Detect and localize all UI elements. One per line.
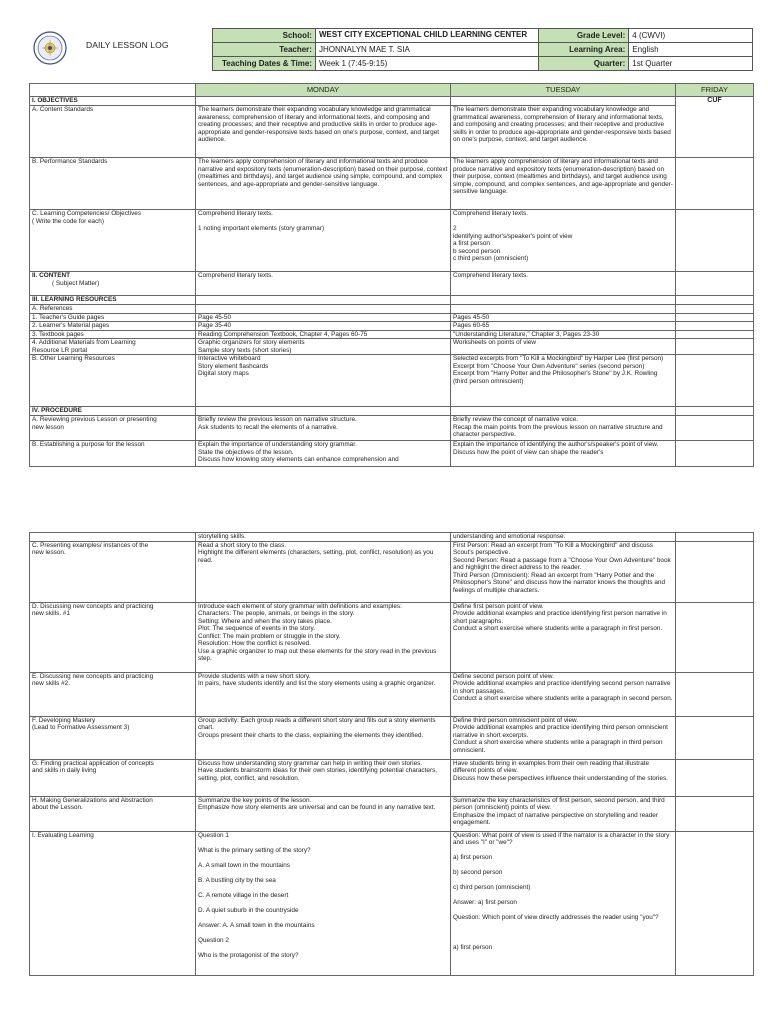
tue-content: Comprehend literary texts. — [451, 272, 676, 296]
empty-cell — [196, 97, 451, 106]
friday-header: FRIDAY — [676, 84, 754, 97]
empty-cell — [451, 97, 676, 106]
proc-e-label: E. Discussing new concepts and practicing new skills #2. — [30, 672, 196, 716]
deped-seal-icon — [33, 31, 67, 65]
tue-proc-i: Question: What point of view is used if the narrator is a character in the story and uses "I" or "we"? a) first person b) second person c) third person (omniscient) Answer: a) first person Question: Which point of view directly addresses the reader using "you"? a) first person — [451, 831, 676, 975]
tg-label: 1. Teacher's Guide pages — [30, 313, 196, 322]
tue-proc-a: Briefly review the concept of narrative voice. Recap the main points from the previous lesson on narrative structure and character perspective. — [451, 416, 676, 441]
tue-tg: Pages 45-50 — [451, 313, 676, 322]
area-value: English — [629, 43, 753, 57]
tue-proc-g: Have students bring in examples from their own reading that illustrate different points of view. Discuss how these perspectives influence their understanding of the stories. — [451, 759, 676, 796]
references-label: A. References — [30, 305, 196, 314]
mon-content: Comprehend literary texts. — [196, 272, 451, 296]
textbook-label: 3. Textbook pages — [30, 330, 196, 339]
header-info-table — [212, 28, 753, 71]
content-label: II. CONTENT — [32, 272, 70, 279]
empty-cell — [676, 296, 754, 305]
dates-label: Teaching Dates & Time: — [213, 57, 316, 71]
additional-label: 4. Additional Materials from Learning Resource LR portal — [30, 339, 196, 355]
performance-standards-label: B. Performance Standards — [30, 158, 196, 210]
empty-cell — [196, 305, 451, 314]
document-title: DAILY LESSON LOG — [86, 40, 169, 50]
tue-textbook: "Understanding Literature," Chapter 3, Pages 23-30 — [451, 330, 676, 339]
lesson-table-page2 — [29, 532, 754, 976]
content-standards-label: A. Content Standards — [30, 106, 196, 158]
empty-cell — [676, 355, 754, 407]
empty-cell — [451, 407, 676, 416]
mon-proc-h: Summarize the key points of the lesson. Emphasize how story elements are universal and can be found in any narrative text. — [196, 796, 451, 831]
mon-lm: Page 35-40 — [196, 322, 451, 331]
proc-b-label: B. Establishing a purpose for the lesson — [30, 441, 196, 467]
empty-cell — [676, 716, 754, 759]
empty-cell — [676, 210, 754, 272]
empty-cell — [676, 759, 754, 796]
proc-h-label: H. Making Generalizations and Abstraction about the Lesson. — [30, 796, 196, 831]
empty-cell — [676, 158, 754, 210]
empty-cell — [676, 313, 754, 322]
resources-label: III. LEARNING RESOURCES — [30, 296, 196, 305]
mon-proc-d: Introduce each element of story grammar with definitions and examples: Characters: The people, animals, or beings in the story. Setting: Where and when the story takes place. Plot: The sequence of events in the story. Conflict: The main problem or struggle in the story. Resolution: How the conflict is resolved. Use a graphic organizer to map out these elements for the story read in the previous step. — [196, 602, 451, 672]
mon-proc-b-cont: storytelling skills. — [196, 533, 451, 542]
tue-additional: Worksheets on points of view — [451, 339, 676, 355]
empty-cell — [676, 602, 754, 672]
mon-competencies: Comprehend literary texts. 1 noting important elements (story grammar) — [196, 210, 451, 272]
procedure-label: IV. PROCEDURE — [30, 407, 196, 416]
lm-label: 2. Learner's Material pages — [30, 322, 196, 331]
empty-cell — [676, 831, 754, 975]
empty-cell — [676, 272, 754, 296]
tue-proc-e: Define second person point of view. Provide additional examples and practice identifying second person narrative in short passages. Conduct a short exercise where students write a paragraph in second person. — [451, 672, 676, 716]
content-label-cell — [30, 272, 196, 296]
subject-matter-label: ( Subject Matter) — [52, 279, 100, 287]
tuesday-header: TUESDAY — [451, 84, 676, 97]
empty-cell — [676, 305, 754, 314]
proc-i-label: I. Evaluating Learning — [30, 831, 196, 975]
mon-proc-a: Briefly review the previous lesson on narrative structure. Ask students to recall the elements of a narrative. — [196, 416, 451, 441]
friday-note: CUF — [676, 97, 754, 158]
tue-performance-standards: The learners apply comprehension of literary and informational texts and produce narrative and expository texts (enumeration-description) based on their purpose, context (mealtimes and birthdays), and target audience using simple, compound, and complex sentences, and age-appropriate and gender-sensitive language. — [451, 158, 676, 210]
quarter-label: Quarter: — [539, 57, 629, 71]
quarter-value: 1st Quarter — [629, 57, 753, 71]
empty-cell — [451, 296, 676, 305]
mon-proc-e: Provide students with a new short story. In pairs, have students identify and list the story elements using a graphic organizer. — [196, 672, 451, 716]
area-label: Learning Area: — [539, 43, 629, 57]
proc-a-label: A. Reviewing previous Lesson or presenting new lesson — [30, 416, 196, 441]
continued-label-cell — [30, 533, 196, 542]
proc-g-label: G. Finding practical application of concepts and skills in daily living — [30, 759, 196, 796]
empty-cell — [676, 441, 754, 467]
empty-cell — [676, 407, 754, 416]
mon-proc-f: Group activity: Each group reads a different short story and fills out a story elements chart. Groups present their charts to the class, explaining the elements they identified. — [196, 716, 451, 759]
empty-cell — [676, 416, 754, 441]
corner-cell — [30, 84, 196, 97]
tue-competencies: Comprehend literary texts. 2 identifying author's/speaker's point of view a first person b second person c third person (omniscient) — [451, 210, 676, 272]
mon-proc-g: Discuss how understanding story grammar can help in writing their own stories. Have students brainstorm ideas for their own stories, identifying potential characters, setting, plot, conflict, and resolution. — [196, 759, 451, 796]
empty-cell — [196, 407, 451, 416]
teacher-label: Teacher: — [213, 43, 316, 57]
mon-tg: Page 45-50 — [196, 313, 451, 322]
mon-additional: Graphic organizers for story elements Sample story texts (short stories) — [196, 339, 451, 355]
empty-cell — [676, 672, 754, 716]
page-1 — [0, 0, 768, 500]
tue-proc-b-cont: understanding and emotional response. — [451, 533, 676, 542]
mon-proc-c: Read a short story to the class. Highlight the different elements (characters, setting, plot, conflict, resolution) as you read. — [196, 541, 451, 602]
dates-value: Week 1 (7:45-9:15) — [315, 57, 538, 71]
mon-other-resources: Interactive whiteboard Story element flashcards Digital story maps — [196, 355, 451, 407]
tue-proc-c: First Person: Read an excerpt from "To Kill a Mockingbird" and discuss Scout's perspective. Second Person: Read a passage from a "Choose Your Own Adventure" book and highlight the direct address to the reader. Third Person (Omniscient): Read an excerpt from "Harry Potter and the Philosopher's Stone" and discuss how the narrator knows the thoughts and feelings of multiple characters. — [451, 541, 676, 602]
empty-cell — [676, 322, 754, 331]
other-resources-label: B. Other Learning Resources — [30, 355, 196, 407]
tue-proc-h: Summarize the key characteristics of first person, second person, and third person (omniscient) points of view. Emphasize the impact of narrative perspective on storytelling and reader engagement. — [451, 796, 676, 831]
mon-proc-b: Explain the importance of understanding story grammar. State the objectives of the lesson. Discuss how knowing story elements can enhance comprehension and — [196, 441, 451, 467]
empty-cell — [676, 541, 754, 602]
empty-cell — [196, 296, 451, 305]
empty-cell — [451, 305, 676, 314]
tue-proc-b: Explain the importance of identifying the author's/speaker's point of view. Discuss how the point of view can shape the reader's — [451, 441, 676, 467]
proc-f-label: F. Developing Mastery (Lead to Formative Assessment 3) — [30, 716, 196, 759]
empty-cell — [676, 339, 754, 355]
tue-lm: Pages 60-65 — [451, 322, 676, 331]
tue-content-standards: The learners demonstrate their expanding vocabulary knowledge and grammatical awareness, comprehension of literary and informational texts, and composing and creating processes; and their receptive and productive skills in order to produce age-appropriate and gender-responsive texts based on one's purpose, context, and target audience. — [451, 106, 676, 158]
monday-header: MONDAY — [196, 84, 451, 97]
tue-other-resources: Selected excerpts from "To Kill a Mockingbird" by Harper Lee (first person) Excerpt from "Choose Your Own Adventure" series (second person) Excerpt from "Harry Potter and the Philosopher's Stone" by J.K. Rowling (third person omniscient) — [451, 355, 676, 407]
lesson-table-page1 — [29, 83, 754, 467]
mon-performance-standards: The learners apply comprehension of literary and informational texts and produce narrative and expository texts (enumeration-description) based on their purpose, context (mealtimes and birthdays), and target audience using simple, compound, and complex sentences, and age-appropriate and gender-sensitive language. — [196, 158, 451, 210]
objectives-label: I. OBJECTIVES — [30, 97, 196, 106]
empty-cell — [676, 330, 754, 339]
proc-d-label: D. Discussing new concepts and practicing new skills. #1 — [30, 602, 196, 672]
school-value: WEST CITY EXCEPTIONAL CHILD LEARNING CENTER — [315, 29, 538, 43]
mon-proc-i: Question 1 What is the primary setting of the story? A. A small town in the mountains B. A bustling city by the sea C. A remote village in the desert D. A quiet suburb in the countryside Answer: A. A small town in the mountains Question 2 Who is the protagonist of the story? — [196, 831, 451, 975]
teacher-value: JHONNALYN MAE T. SIA — [315, 43, 538, 57]
empty-cell — [676, 796, 754, 831]
proc-c-label: C. Presenting examples/ instances of the new lesson. — [30, 541, 196, 602]
mon-textbook: Reading Comprehension Textbook, Chapter 4, Pages 60-75 — [196, 330, 451, 339]
page-2 — [0, 530, 768, 1024]
tue-proc-f: Define third person omniscient point of view. Provide additional examples and practice identifying third person omniscient narrative in short excerpts. Conduct a short exercise where students write a paragraph in third person omniscient. — [451, 716, 676, 759]
mon-content-standards: The learners demonstrate their expanding vocabulary knowledge and grammatical awareness, comprehension of literary and informational texts, and composing and creating processes; and their receptive and productive skills in order to produce age-appropriate and gender-responsive texts based on one's purpose, context, and target audience. — [196, 106, 451, 158]
grade-label: Grade Level: — [539, 29, 629, 43]
tue-proc-d: Define first person point of view. Provide additional examples and practice identifying first person narrative in short paragraphs. Conduct a short exercise where students write a paragraph in first person. — [451, 602, 676, 672]
grade-value: 4 (CWVI) — [629, 29, 753, 43]
empty-cell — [676, 533, 754, 542]
competencies-label: C. Learning Competencies/ Objectives ( Write the code for each) — [30, 210, 196, 272]
school-label: School: — [213, 29, 316, 43]
